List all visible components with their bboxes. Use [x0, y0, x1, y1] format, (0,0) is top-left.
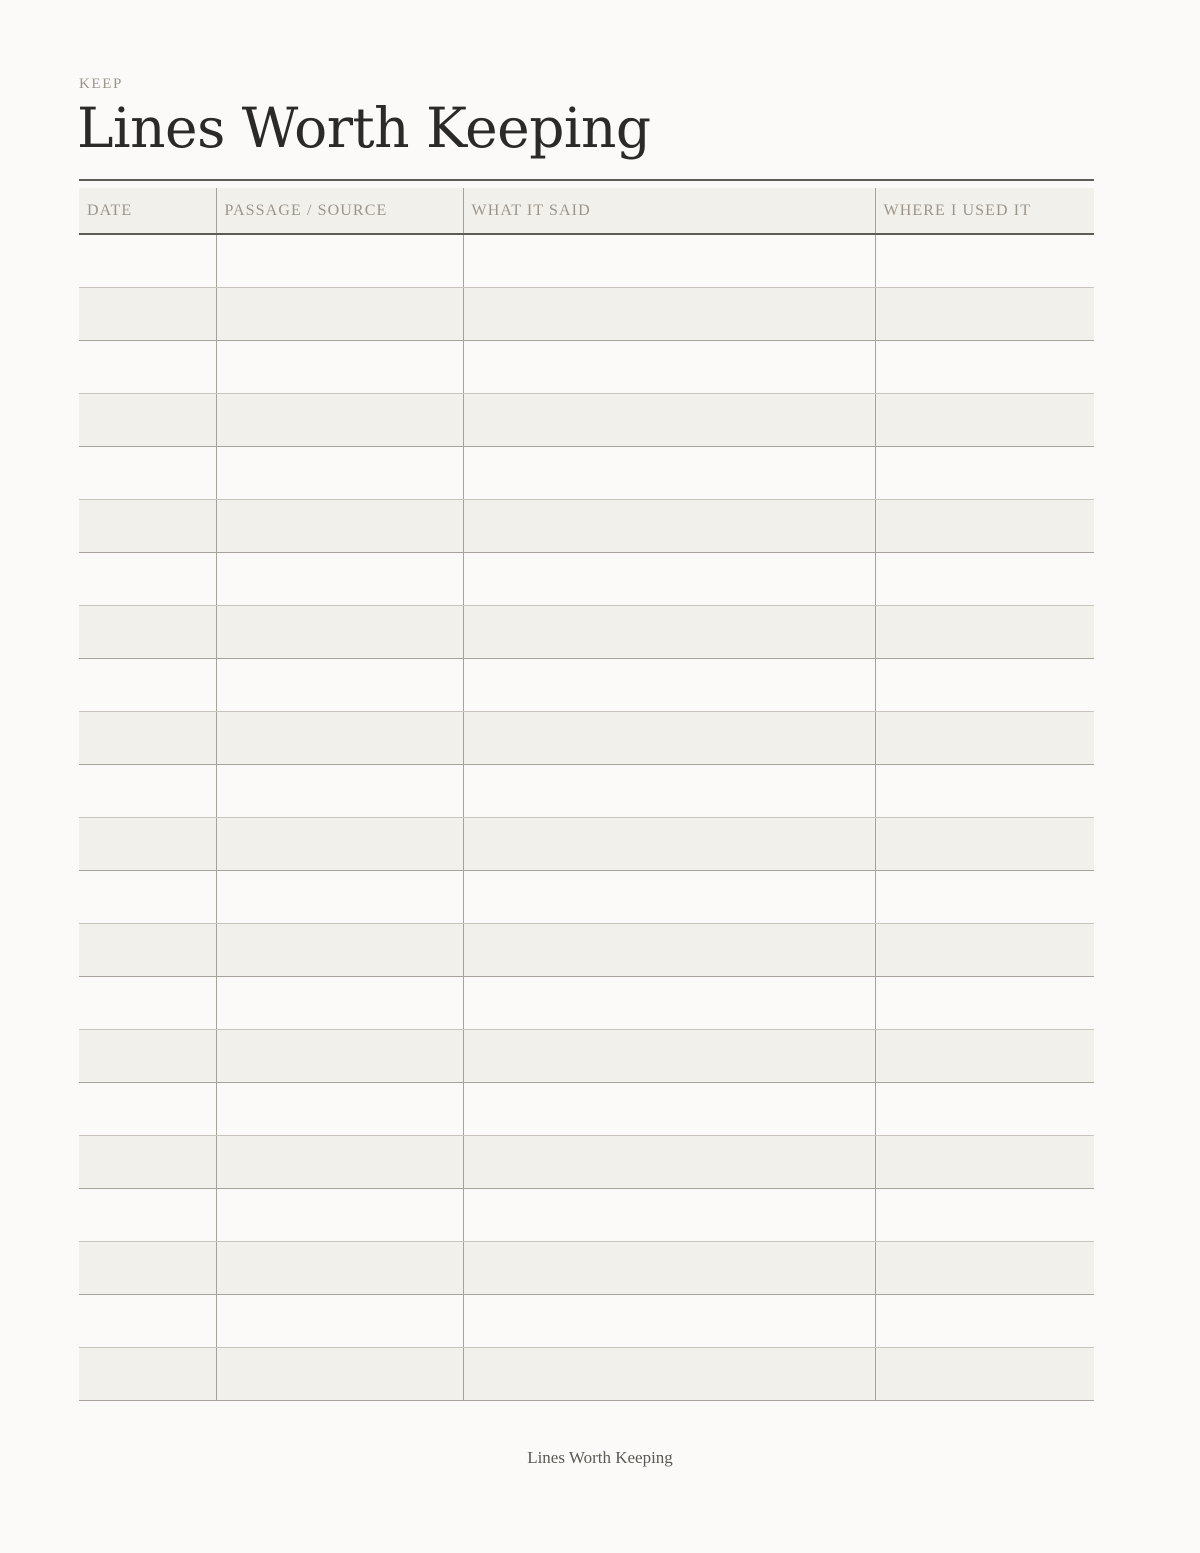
passage-source-cell[interactable]: [216, 605, 463, 658]
date-cell[interactable]: [79, 817, 216, 870]
what-it-said-cell[interactable]: [463, 287, 875, 340]
where-used-cell[interactable]: [875, 499, 1094, 552]
date-cell[interactable]: [79, 340, 216, 393]
what-it-said-cell[interactable]: [463, 923, 875, 976]
passage-source-cell[interactable]: [216, 817, 463, 870]
column-header-where-i-used-it: WHERE I USED IT: [875, 188, 1094, 234]
passage-source-cell[interactable]: [216, 870, 463, 923]
table-row: [79, 287, 1094, 340]
table-row: [79, 1029, 1094, 1082]
what-it-said-cell[interactable]: [463, 1135, 875, 1188]
passage-source-cell[interactable]: [216, 287, 463, 340]
what-it-said-cell[interactable]: [463, 1241, 875, 1294]
date-cell[interactable]: [79, 605, 216, 658]
what-it-said-cell[interactable]: [463, 1294, 875, 1347]
where-used-cell[interactable]: [875, 923, 1094, 976]
what-it-said-cell[interactable]: [463, 817, 875, 870]
passage-source-cell[interactable]: [216, 1082, 463, 1135]
what-it-said-cell[interactable]: [463, 711, 875, 764]
passage-source-cell[interactable]: [216, 1241, 463, 1294]
table-row: [79, 393, 1094, 446]
date-cell[interactable]: [79, 499, 216, 552]
passage-source-cell[interactable]: [216, 1294, 463, 1347]
where-used-cell[interactable]: [875, 234, 1094, 287]
where-used-cell[interactable]: [875, 340, 1094, 393]
date-cell[interactable]: [79, 764, 216, 817]
what-it-said-cell[interactable]: [463, 234, 875, 287]
date-cell[interactable]: [79, 1188, 216, 1241]
what-it-said-cell[interactable]: [463, 1029, 875, 1082]
passage-source-cell[interactable]: [216, 1347, 463, 1400]
date-cell[interactable]: [79, 234, 216, 287]
passage-source-cell[interactable]: [216, 764, 463, 817]
where-used-cell[interactable]: [875, 658, 1094, 711]
where-used-cell[interactable]: [875, 1241, 1094, 1294]
table-row: [79, 1241, 1094, 1294]
table-row: [79, 1294, 1094, 1347]
table-row: [79, 340, 1094, 393]
column-header-passage-source: PASSAGE / SOURCE: [216, 188, 463, 234]
date-cell[interactable]: [79, 446, 216, 499]
table-row: [79, 234, 1094, 287]
date-cell[interactable]: [79, 923, 216, 976]
page-eyebrow: KEEP: [79, 76, 123, 92]
column-header-what-it-said: WHAT IT SAID: [463, 188, 875, 234]
table-row: [79, 711, 1094, 764]
table-row: [79, 605, 1094, 658]
table-row: [79, 1347, 1094, 1400]
column-header-date: DATE: [79, 188, 216, 234]
date-cell[interactable]: [79, 711, 216, 764]
page-footer: Lines Worth Keeping: [527, 1448, 673, 1467]
passage-source-cell[interactable]: [216, 923, 463, 976]
passage-source-cell[interactable]: [216, 658, 463, 711]
page-title: Lines Worth Keeping: [77, 96, 651, 160]
date-cell[interactable]: [79, 393, 216, 446]
what-it-said-cell[interactable]: [463, 499, 875, 552]
what-it-said-cell[interactable]: [463, 393, 875, 446]
table-row: [79, 499, 1094, 552]
table-row: [79, 1188, 1094, 1241]
where-used-cell[interactable]: [875, 1135, 1094, 1188]
where-used-cell[interactable]: [875, 976, 1094, 1029]
table-body: [79, 234, 1094, 1400]
table-row: [79, 976, 1094, 1029]
date-cell[interactable]: [79, 976, 216, 1029]
passage-source-cell[interactable]: [216, 1029, 463, 1082]
date-cell[interactable]: [79, 658, 216, 711]
passage-source-cell[interactable]: [216, 552, 463, 605]
date-cell[interactable]: [79, 552, 216, 605]
date-cell[interactable]: [79, 1029, 216, 1082]
table-row: [79, 1082, 1094, 1135]
passage-source-cell[interactable]: [216, 499, 463, 552]
table-row: [79, 764, 1094, 817]
where-used-cell[interactable]: [875, 1294, 1094, 1347]
what-it-said-cell[interactable]: [463, 764, 875, 817]
table-header-row: [79, 188, 1094, 234]
where-used-cell[interactable]: [875, 393, 1094, 446]
table-row: [79, 658, 1094, 711]
where-used-cell[interactable]: [875, 870, 1094, 923]
what-it-said-cell[interactable]: [463, 446, 875, 499]
table-row: [79, 870, 1094, 923]
where-used-cell[interactable]: [875, 1347, 1094, 1400]
date-cell[interactable]: [79, 1294, 216, 1347]
date-cell[interactable]: [79, 1347, 216, 1400]
what-it-said-cell[interactable]: [463, 1188, 875, 1241]
where-used-cell[interactable]: [875, 817, 1094, 870]
date-cell[interactable]: [79, 287, 216, 340]
where-used-cell[interactable]: [875, 1082, 1094, 1135]
table-row: [79, 446, 1094, 499]
quote-log-table: [79, 188, 1094, 1401]
where-used-cell[interactable]: [875, 446, 1094, 499]
passage-source-cell[interactable]: [216, 1135, 463, 1188]
passage-source-cell[interactable]: [216, 446, 463, 499]
date-cell[interactable]: [79, 1082, 216, 1135]
what-it-said-cell[interactable]: [463, 552, 875, 605]
table-row: [79, 817, 1094, 870]
passage-source-cell[interactable]: [216, 976, 463, 1029]
date-cell[interactable]: [79, 1241, 216, 1294]
date-cell[interactable]: [79, 1135, 216, 1188]
what-it-said-cell[interactable]: [463, 976, 875, 1029]
what-it-said-cell[interactable]: [463, 1082, 875, 1135]
where-used-cell[interactable]: [875, 287, 1094, 340]
where-used-cell[interactable]: [875, 552, 1094, 605]
passage-source-cell[interactable]: [216, 234, 463, 287]
where-used-cell[interactable]: [875, 1029, 1094, 1082]
table-row: [79, 1135, 1094, 1188]
what-it-said-cell[interactable]: [463, 605, 875, 658]
what-it-said-cell[interactable]: [463, 1347, 875, 1400]
table-row: [79, 552, 1094, 605]
what-it-said-cell[interactable]: [463, 870, 875, 923]
where-used-cell[interactable]: [875, 1188, 1094, 1241]
passage-source-cell[interactable]: [216, 1188, 463, 1241]
passage-source-cell[interactable]: [216, 711, 463, 764]
what-it-said-cell[interactable]: [463, 658, 875, 711]
date-cell[interactable]: [79, 870, 216, 923]
where-used-cell[interactable]: [875, 711, 1094, 764]
passage-source-cell[interactable]: [216, 340, 463, 393]
passage-source-cell[interactable]: [216, 393, 463, 446]
title-divider: [79, 179, 1094, 181]
where-used-cell[interactable]: [875, 764, 1094, 817]
table-row: [79, 923, 1094, 976]
what-it-said-cell[interactable]: [463, 340, 875, 393]
where-used-cell[interactable]: [875, 605, 1094, 658]
